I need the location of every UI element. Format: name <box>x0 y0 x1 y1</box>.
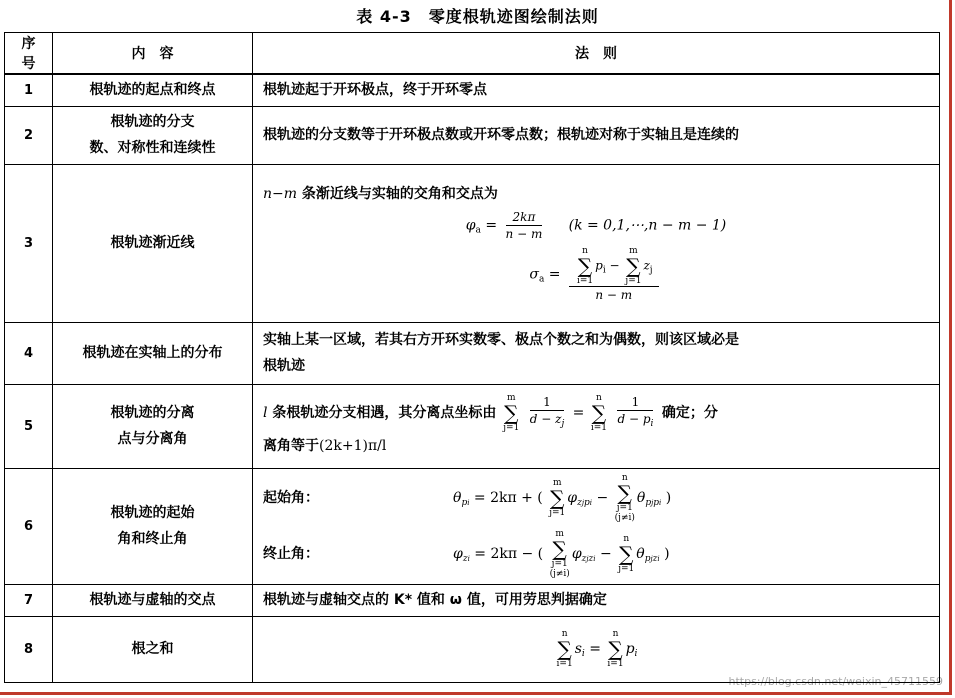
row-rule <box>253 322 940 384</box>
root-sum-formula: n ∑ i=1 $s_i$ = n ∑ i=1 $p_i$ <box>556 629 638 669</box>
sigma-icon: ∑ <box>626 253 641 278</box>
numerator: 1 <box>617 394 653 411</box>
sigma-icon: ∑ <box>504 401 519 425</box>
header-no: 序号 <box>5 33 53 75</box>
start-angle-label: 起始角： <box>263 490 319 506</box>
row-content <box>53 384 253 468</box>
asymptote-centroid-formula: $\sigma_a$ = n ∑ i=1 $p_i$ − m ∑ j=1 $z_j$ n − m <box>263 246 929 303</box>
header-row <box>5 33 940 75</box>
sum-lower: j=1 <box>503 423 520 433</box>
summation <box>550 529 570 579</box>
sum-lower: i=1 <box>576 275 594 286</box>
summation <box>503 393 519 433</box>
n-minus-m: n−m <box>263 186 298 203</box>
separation-formula: m ∑ j=1 $\frac{1}{d - z_j}$ = n ∑ i=1 $\frac{1}{d - p_i}$ <box>503 393 654 433</box>
header-rule: 法 则 <box>253 33 940 75</box>
table-row <box>5 322 940 384</box>
table-row <box>5 164 940 322</box>
row-number: 4 <box>5 322 53 384</box>
sum-upper: n <box>596 393 602 403</box>
sum-upper: n <box>561 629 568 639</box>
sum-lower: j=1 (j≠i) <box>614 503 635 523</box>
sigma-icon: ∑ <box>619 542 634 566</box>
row-number: 8 <box>5 616 53 682</box>
content-line: 数、对称性和连续性 <box>89 140 216 156</box>
sum-upper: n <box>612 629 619 639</box>
summation <box>625 246 641 286</box>
row-content: 根轨迹与虚轴的交点 <box>53 584 253 616</box>
numerator: n ∑ i=1 $p_i$ − m ∑ j=1 $z_j$ <box>569 246 659 287</box>
table-row <box>5 584 940 616</box>
table-row <box>5 106 940 164</box>
sigma-icon: ∑ <box>550 486 565 510</box>
sum-lower: j=1 <box>549 508 566 518</box>
summation <box>577 246 593 286</box>
sum-lower: j=1 (j≠i) <box>549 559 570 579</box>
row-content <box>53 468 253 584</box>
summation <box>615 473 635 523</box>
denominator: n − m <box>595 287 633 302</box>
row-content: 根轨迹的起点和终点 <box>53 74 253 106</box>
content-line: 角和终止角 <box>117 531 188 547</box>
table-row <box>5 468 940 584</box>
summation <box>618 534 634 574</box>
l-symbol: l <box>263 405 268 421</box>
content-line: 根轨迹的起始 <box>110 505 195 521</box>
sum-upper: n <box>582 245 588 256</box>
sigma-symbol: σ <box>529 266 539 283</box>
summation <box>557 629 573 669</box>
sigma-icon: ∑ <box>617 481 632 505</box>
rule-text: 离角等于 <box>263 438 319 454</box>
sum-lower: j=1 <box>625 275 642 286</box>
rules-table <box>4 32 940 683</box>
fraction <box>506 209 543 242</box>
table-caption: 表 4-3 零度根轨迹图绘制法则 <box>356 7 599 26</box>
sum-upper: n <box>621 473 628 483</box>
denominator: $d - z_j$ <box>529 412 565 429</box>
sum-lower: i=1 <box>607 659 624 669</box>
rule-line: 根轨迹 <box>263 358 305 374</box>
row-number: 1 <box>5 74 53 106</box>
rule-text: 确定；分 <box>661 405 718 421</box>
sum-upper: n <box>623 534 630 544</box>
denominator: n − m <box>505 227 543 242</box>
rule-text: 条渐近线与实轴的交角和交点为 <box>301 186 498 203</box>
watermark: https://blog.csdn.net/weixin_45711559 <box>728 675 943 688</box>
term: p <box>595 258 603 273</box>
summation <box>591 393 607 433</box>
sigma-icon: ∑ <box>608 637 623 661</box>
content-line: 根轨迹的分离 <box>110 405 195 421</box>
summation <box>607 629 623 669</box>
row-content: 根轨迹渐近线 <box>53 164 253 322</box>
row-number: 5 <box>5 384 53 468</box>
table-row <box>5 384 940 468</box>
sigma-icon: ∑ <box>577 253 593 278</box>
fraction <box>617 394 653 432</box>
sigma-sub: a <box>538 274 545 285</box>
table-row <box>5 616 940 682</box>
denominator: $d - p_i$ <box>617 412 654 429</box>
asymptote-angle-formula: $\varphi_a$ = $\frac{2k\pi}{n - m}$ (k = 0,1,⋯,n − m − 1) <box>465 210 727 242</box>
fraction <box>530 394 564 432</box>
row-number: 3 <box>5 164 53 322</box>
sigma-icon: ∑ <box>557 637 572 661</box>
table-row <box>5 74 940 106</box>
content-line: 点与分离角 <box>117 431 188 447</box>
row-rule <box>253 616 940 682</box>
numerator: 2kπ <box>506 209 543 226</box>
sum-lower: i=1 <box>590 423 608 433</box>
row-number: 6 <box>5 468 53 584</box>
term-sub: j <box>649 265 653 276</box>
row-content: 根之和 <box>53 616 253 682</box>
row-content <box>53 106 253 164</box>
term: z <box>643 258 650 273</box>
sum-upper: m <box>552 478 562 488</box>
k-range: (k = 0,1,⋯,n − m − 1) <box>568 217 727 234</box>
row-rule <box>253 164 940 322</box>
sum-lower: j=1 <box>618 564 635 574</box>
row-content: 根轨迹在实轴上的分布 <box>53 322 253 384</box>
rule-line: 实轴上某一区域，若其右方开环实数零、极点个数之和为偶数，则该区域必是 <box>263 332 739 348</box>
numerator: 1 <box>530 394 564 411</box>
end-angle-formula: $\varphi_{zi} = 2k\pi$ − ( m ∑ j=1 (j≠i) $\varphi_{zjzi}$ − n ∑ j=1 $\theta_{pjzi}$ ) <box>453 529 670 579</box>
header-content: 内 容 <box>53 33 253 75</box>
row-number: 7 <box>5 584 53 616</box>
separation-angle: (2k+1)π/l <box>319 438 387 454</box>
sum-upper: m <box>629 245 638 256</box>
phi-symbol: φ <box>465 217 476 234</box>
row-rule <box>253 468 940 584</box>
row-rule: 根轨迹起于开环极点，终于开环零点 <box>253 74 940 106</box>
row-number: 2 <box>5 106 53 164</box>
end-angle-label: 终止角： <box>263 546 319 562</box>
start-angle-formula: $\theta_{pi} = 2k\pi$ + ( m ∑ j=1 $\varphi_{zjpi}$ − n ∑ j=1 (j≠i) $\theta_{pjpi}$ ) <box>453 473 672 523</box>
row-rule: 根轨迹的分支数等于开环极点数或开环零点数；根轨迹对称于实轴且是连续的 <box>253 106 940 164</box>
row-rule: 根轨迹与虚轴交点的 K* 值和 ω 值，可用劳思判据确定 <box>253 584 940 616</box>
fraction <box>569 246 659 303</box>
row-rule <box>253 384 940 468</box>
rule-text: 条根轨迹分支相遇，其分离点坐标由 <box>272 405 497 421</box>
term-sub: i <box>602 265 606 276</box>
sum-lower: i=1 <box>556 659 573 669</box>
content-line: 根轨迹的分支 <box>110 114 195 130</box>
sum-upper: m <box>555 529 564 539</box>
summation <box>549 478 565 518</box>
sigma-icon: ∑ <box>552 537 567 561</box>
sigma-icon: ∑ <box>591 401 607 425</box>
phi-sub: a <box>475 225 481 236</box>
sum-upper: m <box>506 393 516 403</box>
